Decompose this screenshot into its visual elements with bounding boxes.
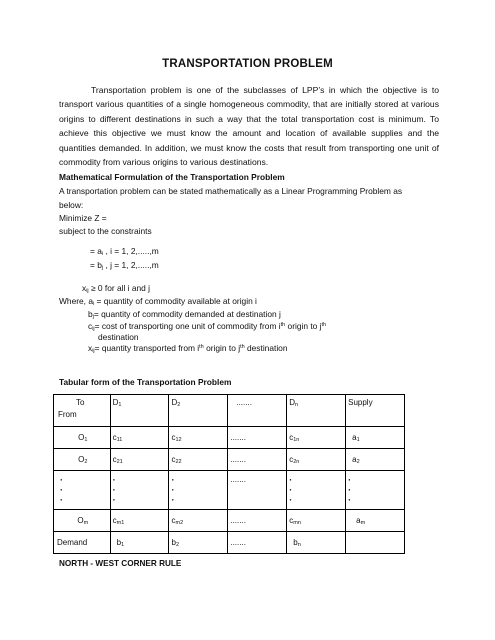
- subject-line: subject to the constraints: [59, 226, 152, 236]
- cost-cell: $c_{11}$: [110, 427, 169, 449]
- definition-b: $b_j=$ quantity of commodity demanded at destination j: [88, 309, 281, 320]
- dots-cell: .......: [228, 427, 287, 449]
- vertical-dots-cell: · · ·: [346, 471, 405, 510]
- header-dots: .......: [228, 395, 287, 427]
- definition-a: Where, $a_i$ = quantity of commodity available at origin i: [59, 296, 257, 307]
- transportation-table: [53, 394, 405, 554]
- dots-cell: .......: [228, 510, 287, 532]
- constraint-supply: = $a_i$ , i = 1, 2,.....,m: [90, 246, 159, 257]
- supply-cell: $a_2$: [346, 449, 405, 471]
- cost-cell: $c_{12}$: [169, 427, 228, 449]
- intro-paragraph: [59, 83, 439, 169]
- math-heading: Mathematical Formulation of the Transportation Problem: [59, 172, 285, 182]
- cost-cell: $c_{m1}$: [110, 510, 169, 532]
- vertical-dots-cell: · · ·: [169, 471, 228, 510]
- origin-cell: $O_m$: [54, 510, 111, 532]
- intro-text: Transportation problem is one of the subclasses of LPP’s in which the objective is to transport various quantities of a single homogeneous commodity, that are initially stored at various origins to different destinations in such a way that the total transportation cost is minimum. To achieve this objective we must know the amount and location of available supplies and the quantities demanded. In addition, we must know the costs that result from transporting one unit of commodity from various origins to various destinations.: [59, 85, 439, 168]
- page-title: TRANSPORTATION PROBLEM: [162, 58, 333, 70]
- demand-row: [54, 532, 405, 554]
- cost-cell: $c_{22}$: [169, 449, 228, 471]
- dots-cell: .......: [228, 449, 287, 471]
- table-row: [54, 510, 405, 532]
- cost-cell: $c_{2n}$: [287, 449, 346, 471]
- vertical-dots-cell: · · ·: [110, 471, 169, 510]
- cost-cell: $c_{1n}$: [287, 427, 346, 449]
- header-d2: $D_2$: [169, 395, 228, 427]
- demand-label: Demand: [54, 532, 111, 554]
- table-ellipsis-row: [54, 471, 405, 510]
- vertical-dots-cell: · · ·: [54, 471, 111, 510]
- dots-cell: .......: [228, 532, 287, 554]
- dots-cell: .......: [228, 471, 287, 510]
- origin-cell: $O_2$: [54, 449, 111, 471]
- nw-corner-heading: NORTH - WEST CORNER RULE: [59, 559, 182, 568]
- supply-cell: $a_m$: [346, 510, 405, 532]
- table-row: [54, 449, 405, 471]
- demand-cell: $b_1$: [110, 532, 169, 554]
- definition-x: $x_{ij}=$ quantity transported from $i^{th}$ origin to $j^{th}$ destination: [88, 343, 288, 354]
- tabular-heading: Tabular form of the Transportation Problem: [59, 377, 232, 387]
- cost-cell: $c_{m2}$: [169, 510, 228, 532]
- math-line-1: A transportation problem can be stated mathematically as a Linear Programming Problem as: [59, 186, 403, 196]
- to-from-cell: To From: [54, 395, 111, 427]
- origin-cell: $O_1$: [54, 427, 111, 449]
- definition-c-cont: destination: [98, 332, 139, 342]
- math-line-2: below:: [59, 200, 84, 210]
- header-supply: Supply: [346, 395, 405, 427]
- nonnegativity: $x_{ij} \ge 0$ for all i and j: [82, 283, 151, 294]
- table-header-row: [54, 395, 405, 427]
- cost-cell: $c_{mn}$: [287, 510, 346, 532]
- header-d1: $D_1$: [110, 395, 169, 427]
- demand-cell: $b_n$: [287, 532, 346, 554]
- empty-cell: [346, 532, 405, 554]
- constraint-demand: = $b_j$ , j = 1, 2,.....,m: [90, 260, 159, 271]
- table-row: [54, 427, 405, 449]
- demand-cell: $b_2$: [169, 532, 228, 554]
- vertical-dots-cell: · · ·: [287, 471, 346, 510]
- minimize-line: Minimize Z =: [59, 213, 107, 223]
- cost-cell: $c_{21}$: [110, 449, 169, 471]
- definition-c: $c_{ij}= \cos t$ of transporting one unit of commodity from $i^{th}$ origin to $j^{th}$: [88, 321, 327, 332]
- supply-cell: $a_1$: [346, 427, 405, 449]
- header-dn: $D_n$: [287, 395, 346, 427]
